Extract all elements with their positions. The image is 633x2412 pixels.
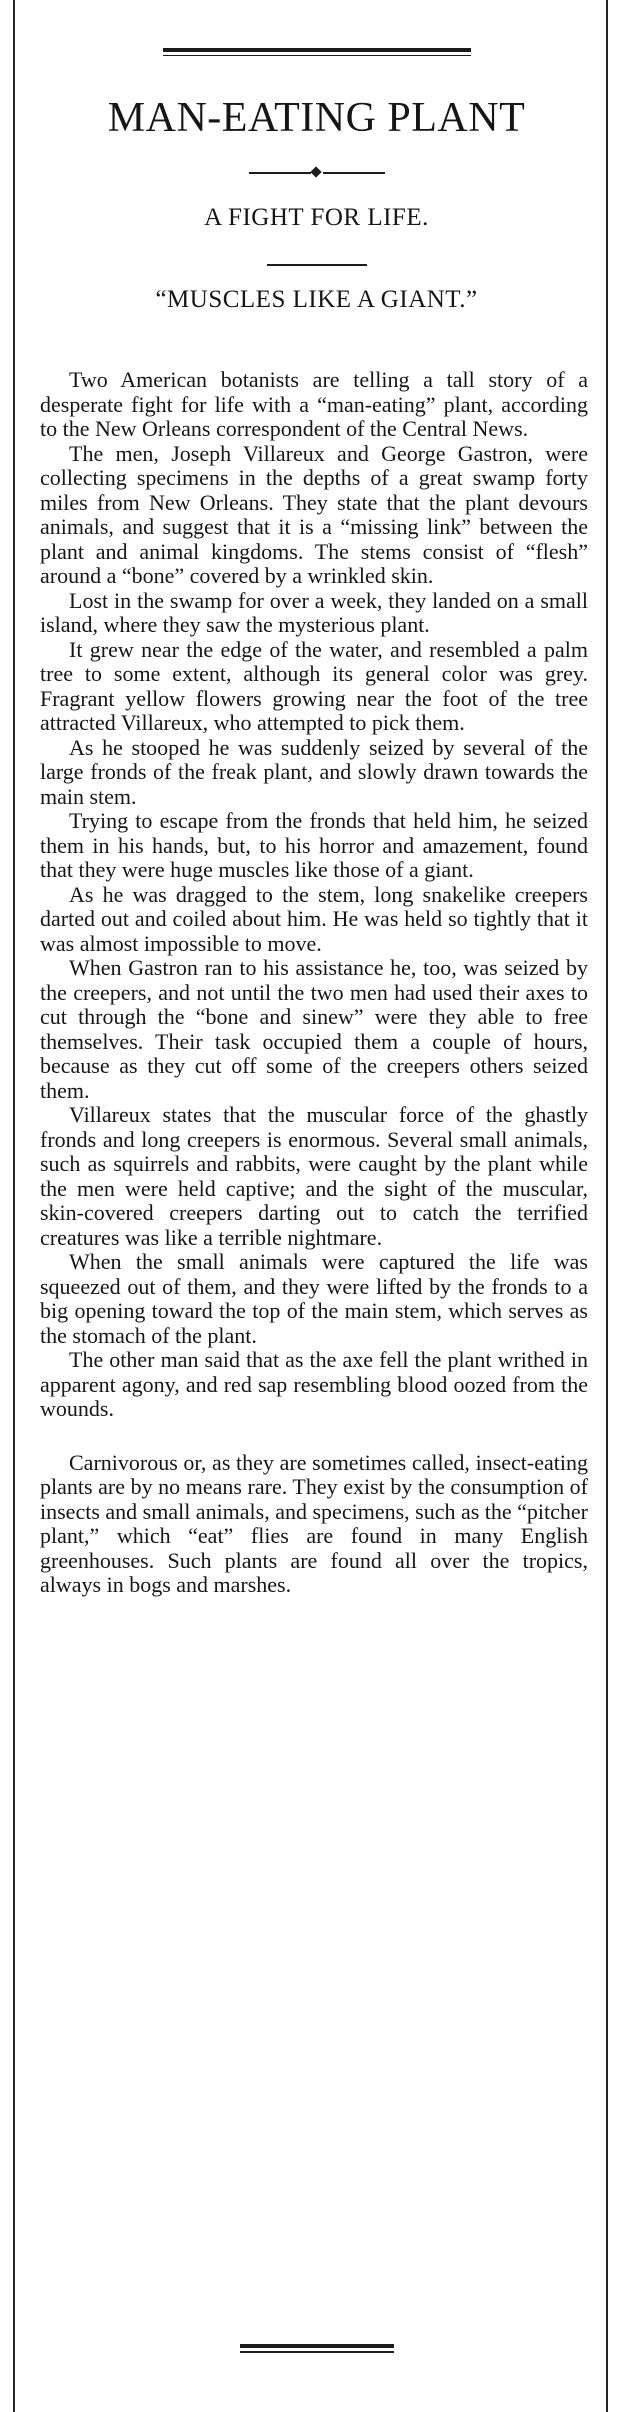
article-paragraph: Trying to escape from the fronds that held him, he seized them in his hands, but, to his horror and amazement, found that they were huge muscles like those of a giant. [40, 808, 588, 882]
top-double-rule [163, 48, 471, 52]
article-paragraph: The other man said that as the axe fell the plant writhed in apparent agony, and red sap resembling blood oozed from the wounds. [40, 1347, 588, 1421]
right-column-rule [606, 0, 608, 2412]
article-paragraph: Carnivorous or, as they are sometimes called, insect-eating plants are by no means rare. They exist by the consumption of insects and small animals, and specimens, such as the “pitcher plant,” which “eat” flies are found in many English greenhouses. Such plants are found all over the tropics, always in bogs and marshes. [40, 1449, 589, 1597]
bottom-double-rule [240, 2344, 394, 2348]
short-divider-rule [267, 264, 367, 266]
left-column-rule [13, 0, 15, 2412]
article-paragraph: As he was dragged to the stem, long snakelike creepers darted out and coiled about him. He was held so tightly that it was almost impossible to move. [40, 881, 588, 956]
article-paragraph: Lost in the swamp for over a week, they landed on a small island, where they saw the mysterious plant. [40, 587, 588, 637]
article-paragraph: Villareux states that the muscular force of the ghastly fronds and long creepers is enormous. Several small animals, such as squirrels and rabbits, were caught by the plant while the men were held captive; and the sight of the muscular, skin-covered creepers darting out to catch the terrified creatures was like a terrible nightmare. [40, 1102, 588, 1250]
subheading-fight-for-life: A FIGHT FOR LIFE. [204, 204, 429, 231]
subheading-muscles: “MUSCLES LIKE A GIANT.” [155, 286, 478, 313]
article-paragraph: The men, Joseph Villareux and George Gastron, were collecting specimens in the depths of a great swamp forty miles from New Orleans. They state that the plant devours animals, and suggest that it is a “missing link” between the plant and animal kingdoms. The stems consist of “flesh” around a “bone” covered by a wrinkled skin. [40, 440, 588, 588]
article-paragraph: When the small animals were captured the life was squeezed out of them, and they were lifted by the fronds to a big opening toward the top of the main stem, which serves as the stomach of the plant. [40, 1249, 588, 1348]
diamond-ornament-divider [249, 171, 385, 175]
article-paragraph: When Gastron ran to his assistance he, too, was seized by the creepers, and not until the two men had used their axes to cut through the “bone and sinew” were they able to free themselves. Their task occupied them a couple of hours, because as they cut off some of the creepers others seized them. [40, 955, 588, 1103]
article-body [40, 368, 588, 1598]
article-paragraph: Two American botanists are telling a tall story of a desperate fight for life with a “man-eating” plant, according to the New Orleans correspondent of the Central News. [40, 367, 588, 441]
article-paragraph: It grew near the edge of the water, and resembled a palm tree to some extent, although its general color was grey. Fragrant yellow flowers growing near the foot of the tree attracted Villareux, who attempted to pick them. [40, 636, 588, 735]
article-headline: MAN-EATING PLANT [107, 95, 526, 141]
article-paragraph: As he stooped he was suddenly seized by several of the large fronds of the freak plant, and slowly drawn towards the main stem. [40, 734, 588, 809]
diamond-icon [310, 166, 321, 177]
